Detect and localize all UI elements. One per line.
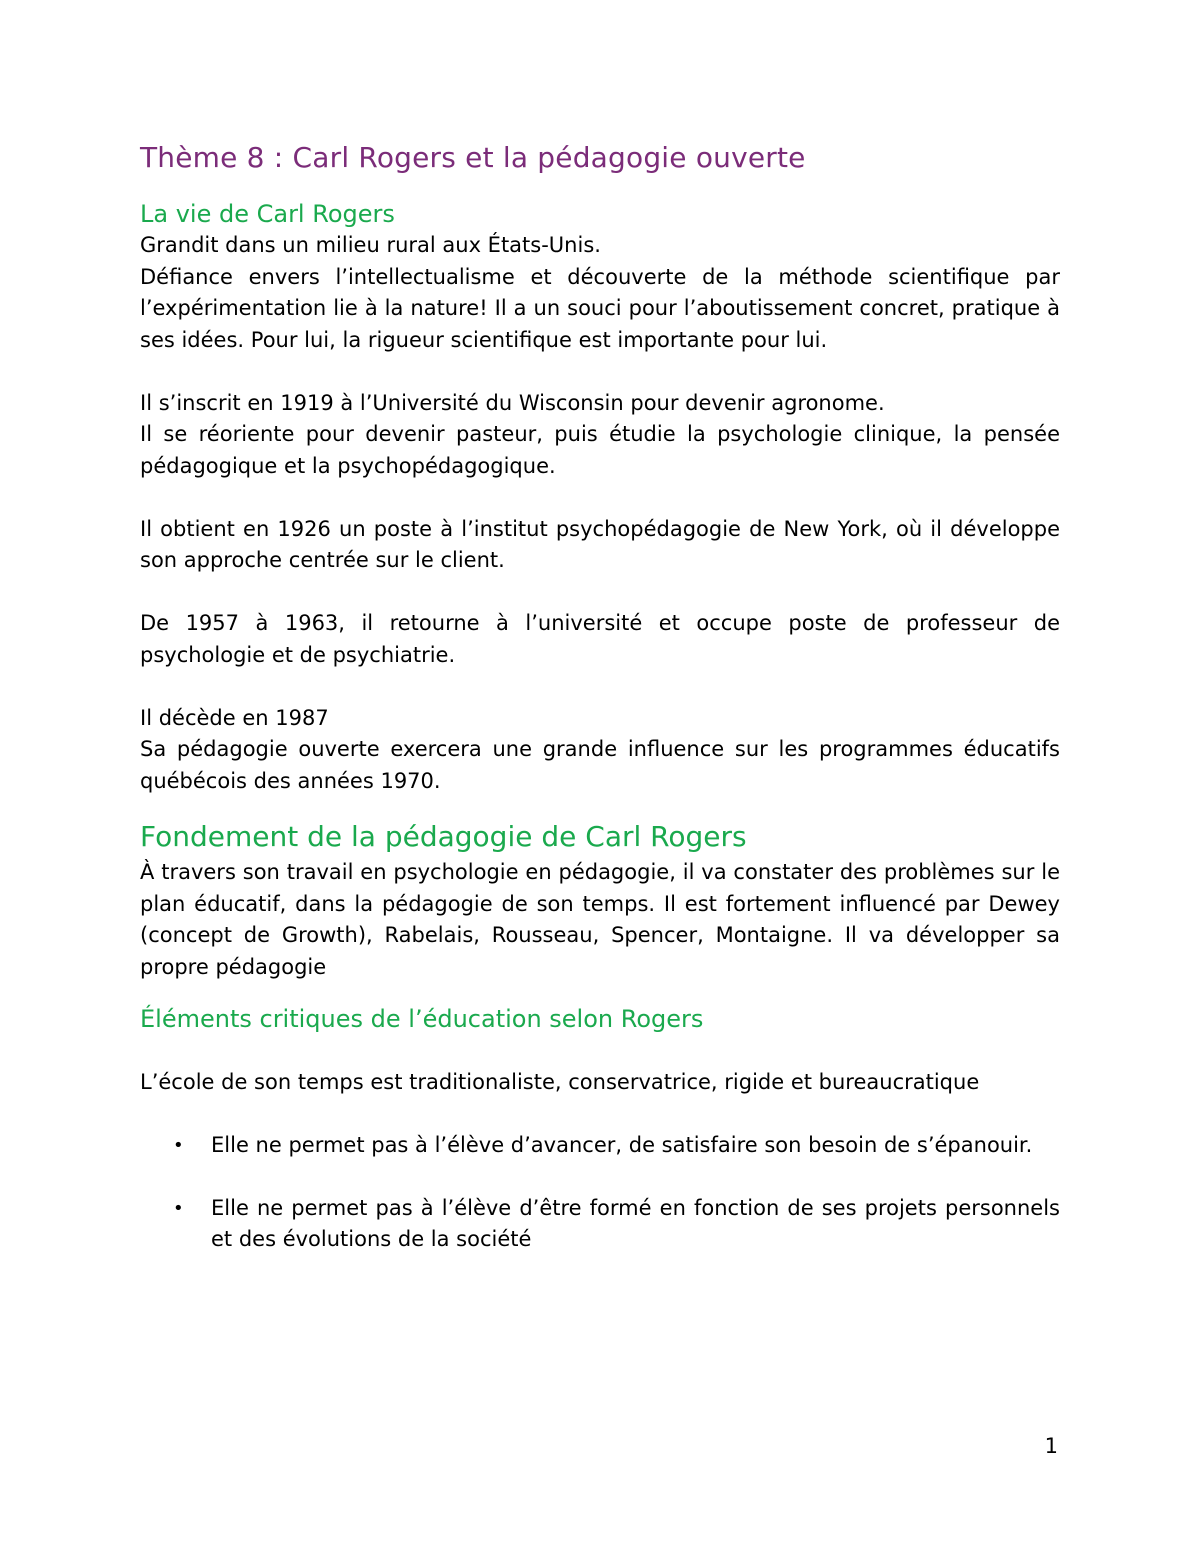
paragraph: Il décède en 1987 <box>140 705 329 730</box>
list-item-text: Elle ne permet pas à l’élève d’avancer, de satisfaire son besoin de s’épanouir. <box>211 1132 1033 1157</box>
heading-fondement: Fondement de la pédagogie de Carl Rogers <box>140 820 747 853</box>
bullet-list <box>140 1130 1060 1256</box>
bullet-icon: • <box>173 1197 184 1219</box>
heading-elements-critiques: Éléments critiques de l’éducation selon Rogers <box>140 1005 704 1033</box>
paragraph: À travers son travail en psychologie en pédagogie, il va constater des problèmes sur le plan éducatif, dans la pédagogie de son temps. Il est fortement influencé par Dewey (concept de Growth), Rabelais, Rousseau, Spencer, Montaigne. Il va développer sa propre pédagogie <box>140 860 1060 979</box>
document-title: Thème 8 : Carl Rogers et la pédagogie ouverte <box>140 141 806 174</box>
list-item-text: Elle ne permet pas à l’élève d’être formé en fonction de ses projets personnels et des évolutions de la société <box>211 1195 1060 1251</box>
paragraph: Sa pédagogie ouverte exercera une grande influence sur les programmes éducatifs québécois des années 1970. <box>140 737 1060 793</box>
paragraph: Il obtient en 1926 un poste à l’institut psychopédagogie de New York, où il développe son approche centrée sur le client. <box>140 516 1060 572</box>
document-body <box>140 138 1060 1256</box>
paragraph: Il se réoriente pour devenir pasteur, puis étudie la psychologie clinique, la pensée pédagogique et la psychopédagogique. <box>140 422 1060 478</box>
list-item <box>140 1193 1060 1256</box>
paragraph: De 1957 à 1963, il retourne à l’université et occupe poste de professeur de psychologie et de psychiatrie. <box>140 611 1060 667</box>
paragraph: Il s’inscrit en 1919 à l’Université du Wisconsin pour devenir agronome. <box>140 390 885 415</box>
paragraph: L’école de son temps est traditionaliste, conservatrice, rigide et bureaucratique <box>140 1069 980 1094</box>
paragraph: Défiance envers l’intellectualisme et découverte de la méthode scientifique par l’expérimentation lie à la nature! Il a un souci pour l’aboutissement concret, pratique à ses idées. Pour lui, la rigueur scientifique est importante pour lui. <box>140 264 1060 352</box>
paragraph: Grandit dans un milieu rural aux États-Unis. <box>140 233 601 257</box>
page-number: 1 <box>1044 1434 1058 1458</box>
list-item <box>140 1130 1060 1162</box>
bullet-icon: • <box>173 1134 184 1156</box>
heading-la-vie: La vie de Carl Rogers <box>140 200 395 228</box>
